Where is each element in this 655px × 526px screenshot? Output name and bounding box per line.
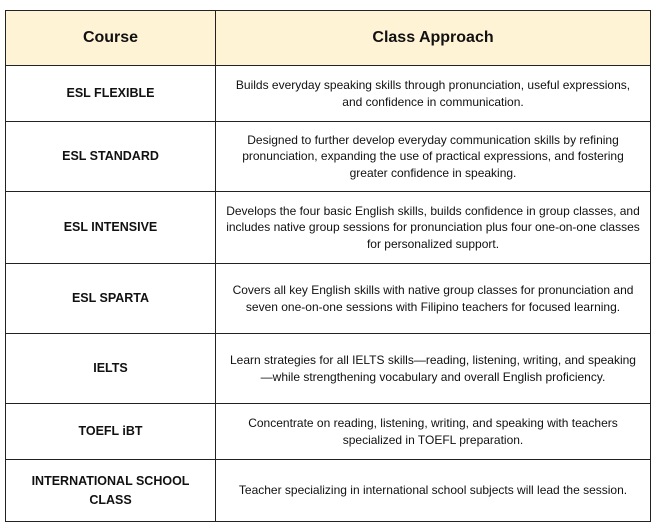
course-name: ESL INTENSIVE bbox=[6, 192, 216, 264]
header-class-approach: Class Approach bbox=[216, 11, 651, 66]
class-approach: Covers all key English skills with native group classes for pronunciation and seven one-on-one sessions with Filipino teachers for focused learning. bbox=[216, 264, 651, 334]
course-name: ESL FLEXIBLE bbox=[6, 66, 216, 122]
table-row bbox=[6, 122, 651, 192]
table-row bbox=[6, 334, 651, 404]
class-approach: Develops the four basic English skills, builds confidence in group classes, and includes native group sessions for pronunciation plus four one-on-one classes for personalized support. bbox=[216, 192, 651, 264]
course-name: INTERNATIONAL SCHOOL CLASS bbox=[6, 460, 216, 522]
class-approach: Builds everyday speaking skills through pronunciation, useful expressions, and confidence in communication. bbox=[216, 66, 651, 122]
class-approach: Designed to further develop everyday communication skills by refining pronunciation, expanding the use of practical expressions, and fostering greater confidence in speaking. bbox=[216, 122, 651, 192]
table-row bbox=[6, 404, 651, 460]
course-name: IELTS bbox=[6, 334, 216, 404]
class-approach: Concentrate on reading, listening, writing, and speaking with teachers specialized in TOEFL preparation. bbox=[216, 404, 651, 460]
class-approach: Learn strategies for all IELTS skills—reading, listening, writing, and speaking—while strengthening vocabulary and overall English proficiency. bbox=[216, 334, 651, 404]
course-table bbox=[5, 10, 651, 522]
course-name: TOEFL iBT bbox=[6, 404, 216, 460]
table-header-row bbox=[6, 11, 651, 66]
table-row bbox=[6, 264, 651, 334]
table-row bbox=[6, 66, 651, 122]
table-row bbox=[6, 192, 651, 264]
course-table-container bbox=[5, 10, 650, 518]
table-row bbox=[6, 460, 651, 522]
header-course: Course bbox=[6, 11, 216, 66]
class-approach: Teacher specializing in international school subjects will lead the session. bbox=[216, 460, 651, 522]
course-name: ESL SPARTA bbox=[6, 264, 216, 334]
course-name: ESL STANDARD bbox=[6, 122, 216, 192]
